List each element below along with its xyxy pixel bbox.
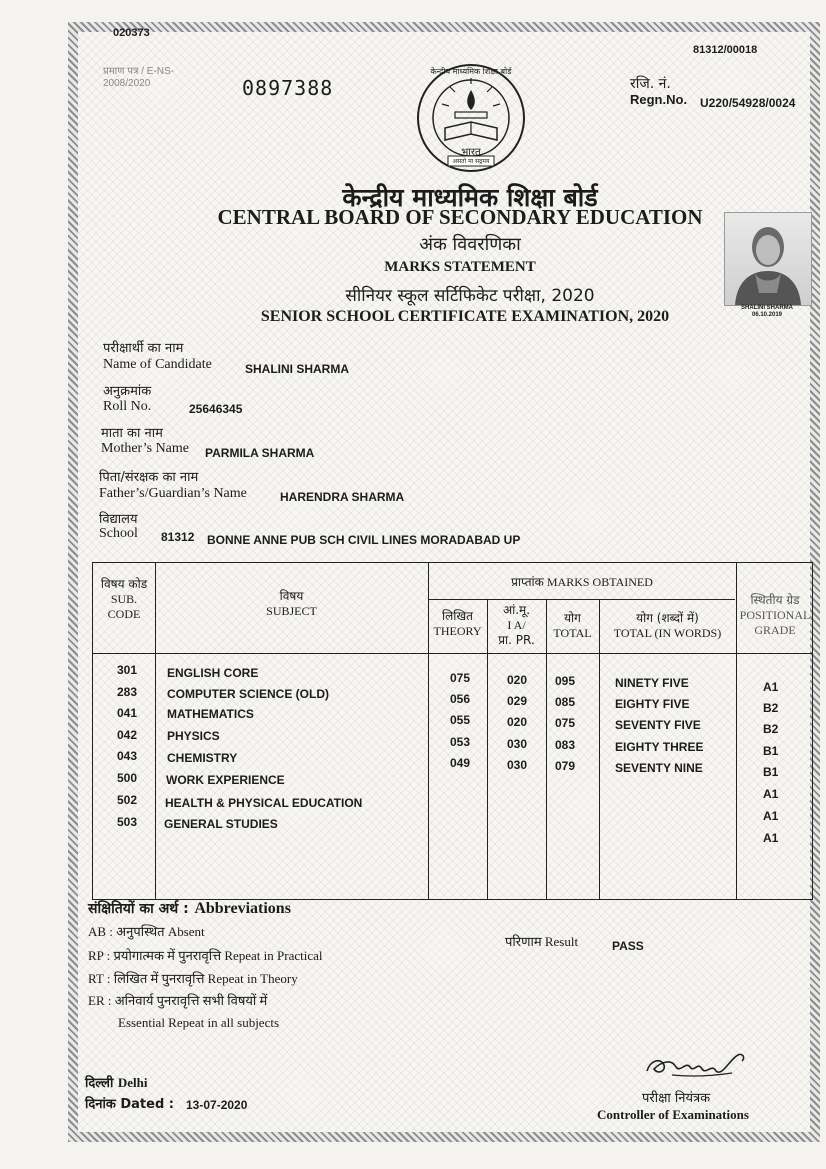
doc-number-left: 020373 [113, 27, 150, 39]
header-code-hindi: विषय कोड [100, 577, 148, 591]
logo-ring-text: केन्द्रीय माध्यमिक शिक्षा बोर्ड [430, 67, 512, 76]
header-marks-hindi: प्राप्तांक [511, 575, 544, 589]
header-total-hindi: योग [564, 611, 581, 625]
cbse-logo [415, 62, 527, 174]
abbr-rt: RT : लिखित में पुनरावृत्ति Repeat in Theory [88, 971, 298, 986]
candidate-name: SHALINI SHARMA [245, 362, 349, 376]
cell-total: 079 [555, 759, 576, 773]
roll-label-hindi: अनुक्रमांक [103, 384, 152, 399]
school-label: School [99, 526, 138, 541]
roll-number: 25646345 [189, 402, 243, 416]
cell-theory: 075 [450, 671, 471, 685]
serial-number: 0897388 [242, 76, 334, 100]
cell-subject: GENERAL STUDIES [164, 817, 278, 831]
header-total-en: TOTAL [553, 626, 592, 640]
header-theory-hindi: लिखित [441, 609, 473, 623]
header-grade-en2: GRADE [754, 623, 796, 637]
abbr-rp: RP : प्रयोगात्मक में पुनरावृत्ति Repeat in Practical [88, 948, 323, 963]
cell-subject: PHYSICS [167, 729, 220, 743]
abbreviations-title [88, 898, 291, 918]
candidate-photo [724, 212, 812, 306]
cell-grade: B2 [763, 701, 779, 715]
name-label: Name of Candidate [103, 357, 212, 372]
place-hindi: दिल्ली [85, 1076, 114, 1091]
controller-label: Controller of Examinations [597, 1107, 749, 1122]
abbr-ab: AB : अनुपस्थित Absent [88, 924, 205, 939]
cell-ia: 030 [507, 758, 528, 772]
abbreviations-title-en: Abbreviations [194, 900, 291, 917]
logo-motto: असतो मा सद्गमय [452, 158, 490, 165]
abbr-er: ER : अनिवार्य पुनरावृत्ति सभी विषयों में [88, 993, 268, 1008]
photo-caption-date: 06.10.2019 [751, 312, 783, 318]
header-words-en: TOTAL (IN WORDS) [613, 626, 722, 640]
exam-title: SENIOR SCHOOL CERTIFICATE EXAMINATION, 2020 [260, 308, 670, 325]
cell-grade: B1 [763, 765, 779, 779]
header-theory-en: THEORY [433, 624, 482, 638]
cell-words: NINETY FIVE [615, 676, 689, 690]
table-body [93, 563, 812, 899]
cell-code: 503 [117, 815, 138, 829]
photo-caption [724, 305, 810, 319]
mother-label-hindi: माता का नाम [101, 426, 163, 441]
cell-grade: B2 [763, 722, 779, 736]
cell-total: 083 [555, 738, 576, 752]
header-marks-en: MARKS OBTAINED [546, 575, 653, 589]
header-grade-en1: POSITIONAL [739, 608, 811, 622]
statement-title-hindi: अंक विवरणिका [419, 234, 521, 255]
header-words-hindi: योग (शब्दों में) [636, 611, 699, 625]
cell-code: 301 [117, 663, 138, 677]
faded-stamp: प्रमाण पत्र / E-NS-2008/2020 [103, 66, 175, 89]
photo-caption-name: SHALINI SHARMA [741, 305, 793, 311]
cell-total: 095 [555, 674, 576, 688]
cell-theory: 056 [450, 692, 471, 706]
abbreviations-title-hindi: संक्षितियों का अर्थ : [88, 901, 189, 917]
doc-number-right: 81312/00018 [693, 44, 758, 56]
school-label-hindi: विद्यालय [99, 512, 138, 527]
school-name: BONNE ANNE PUB SCH CIVIL LINES MORADABAD UP [207, 533, 521, 547]
father-label: Father’s/Guardian’s Name [99, 486, 247, 501]
cell-total: 085 [555, 695, 576, 709]
cell-code: 041 [117, 706, 138, 720]
cell-grade: A1 [763, 809, 779, 823]
cell-ia: 020 [507, 715, 528, 729]
cell-total: 075 [555, 716, 576, 730]
cell-subject: HEALTH & PHYSICAL EDUCATION [165, 796, 363, 810]
name-label-hindi: परीक्षार्थी का नाम [103, 341, 184, 356]
cell-grade: A1 [763, 680, 779, 694]
cell-theory: 055 [450, 713, 471, 727]
header-ia-en1: I A/ [507, 618, 526, 632]
logo-bottom-text: भारत [461, 147, 481, 158]
place [85, 1073, 147, 1091]
cell-code: 042 [117, 728, 138, 742]
header-subject-en: SUBJECT [266, 604, 317, 618]
date-label: दिनांक Dated : [85, 1097, 174, 1112]
cell-words: EIGHTY FIVE [615, 697, 690, 711]
cell-code: 500 [117, 771, 138, 785]
cell-subject: CHEMISTRY [167, 751, 238, 765]
cell-ia: 029 [507, 694, 528, 708]
date-value: 13-07-2020 [186, 1098, 248, 1112]
header-grade-hindi: स्थितीय ग्रेड [750, 593, 800, 607]
cell-code: 043 [117, 749, 138, 763]
cell-theory: 053 [450, 735, 471, 749]
cell-subject: WORK EXPERIENCE [166, 773, 285, 787]
cell-subject: COMPUTER SCIENCE (OLD) [167, 687, 329, 701]
cell-grade: A1 [763, 831, 779, 845]
cell-code: 502 [117, 793, 138, 807]
cell-grade: B1 [763, 744, 779, 758]
cell-subject: MATHEMATICS [167, 707, 254, 721]
result-label: परिणाम Result [505, 934, 579, 949]
exam-title-hindi: सीनियर स्कूल सर्टिफिकेट परीक्षा, 2020 [345, 286, 595, 306]
school-code: 81312 [161, 530, 195, 544]
cell-words: SEVENTY FIVE [615, 718, 701, 732]
cell-code: 283 [117, 685, 138, 699]
father-label-hindi: पिता/संरक्षक का नाम [99, 470, 199, 485]
cell-words: SEVENTY NINE [615, 761, 703, 775]
cell-ia: 020 [507, 673, 528, 687]
header-ia-hindi: आं.मू. [502, 603, 531, 617]
cell-grade: A1 [763, 787, 779, 801]
regn-label: Regn.No. [630, 92, 688, 107]
place-en: Delhi [117, 1075, 148, 1090]
header-ia-en2: प्रा. PR. [498, 633, 535, 647]
cell-subject: ENGLISH CORE [167, 666, 259, 680]
abbr-er-en: Essential Repeat in all subjects [118, 1015, 280, 1030]
controller-label-hindi: परीक्षा नियंत्रक [642, 1091, 711, 1106]
board-title-hindi: केन्द्रीय माध्यमिक शिक्षा बोर्ड [342, 183, 598, 212]
regn-label-hindi: रजि. नं. [630, 76, 671, 92]
header-code-en1: SUB. [110, 592, 138, 606]
cell-words: EIGHTY THREE [615, 740, 704, 754]
cell-ia: 030 [507, 737, 528, 751]
header-code-en2: CODE [107, 607, 141, 621]
statement-title: MARKS STATEMENT [384, 259, 536, 275]
result-value: PASS [612, 939, 644, 953]
mother-name: PARMILA SHARMA [205, 446, 315, 460]
controller-signature [642, 1043, 752, 1083]
roll-label: Roll No. [103, 399, 152, 414]
header-subject-hindi: विषय [279, 589, 304, 603]
mother-label: Mother’s Name [101, 441, 189, 456]
regn-value: U220/54928/0024 [700, 96, 796, 110]
board-title: CENTRAL BOARD OF SECONDARY EDUCATION [217, 205, 703, 229]
cell-theory: 049 [450, 756, 471, 770]
father-name: HARENDRA SHARMA [280, 490, 405, 504]
marks-table [92, 562, 813, 900]
